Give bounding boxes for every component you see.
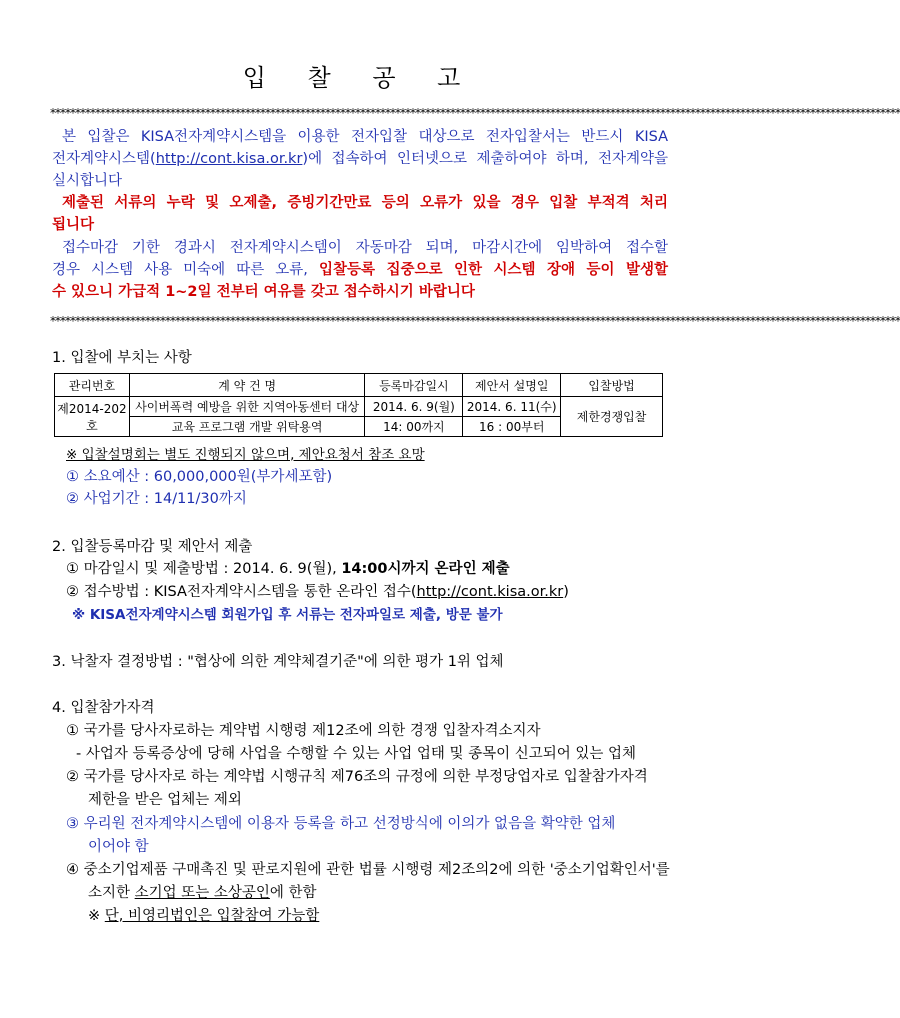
separator-bottom: ************************************************************************************************************************************************************************** bbox=[50, 314, 900, 328]
submission-note: ※ KISA전자계약시스템 회원가입 후 서류는 전자파일로 제출, 방문 불가 bbox=[72, 607, 503, 623]
qualification-1: ① 국가를 당사자로하는 계약법 시행령 제12조에 의한 경쟁 입찰자격소지자 bbox=[66, 723, 541, 739]
deadline-emphasis: 14:00시까지 온라인 제출 bbox=[341, 561, 510, 577]
table-header: 관리번호 bbox=[55, 374, 130, 397]
notice-line-2 bbox=[52, 148, 668, 170]
warning-line-2: 됩니다 bbox=[52, 217, 95, 233]
qualification-4-line-1: ④ 중소기업제품 구매촉진 및 판로지원에 관한 법률 시행령 제2조의2에 의한 '중소기업확인서'를 bbox=[66, 862, 670, 878]
table-header-row bbox=[55, 374, 663, 397]
qualification-1-sub: - 사업자 등록증상에 당해 사업을 수행할 수 있는 사업 업태 및 종목이 신고되어 있는 업체 bbox=[76, 746, 637, 762]
method-label: ② 접수방법 : KISA전자계약시스템을 통한 온라인 접수( bbox=[66, 584, 417, 600]
warning-line-1: 제출된 서류의 누락 및 오제출, 증빙기간만료 등의 오류가 있을 경우 입찰 부적격 처리 bbox=[62, 195, 668, 211]
deadline-time: 14: 00까지 bbox=[365, 417, 463, 437]
bid-table bbox=[54, 373, 663, 437]
section-3-heading: 3. 낙찰자 결정방법 : "협상에 의한 계약체결기준"에 의한 평가 1위 업체 bbox=[52, 654, 504, 670]
deadline-line-2 bbox=[52, 259, 668, 281]
table-header: 등록마감일시 bbox=[365, 374, 463, 397]
note-text: 단, 비영리법인은 입찰참여 가능함 bbox=[104, 908, 320, 924]
qualification-2-line-1: ② 국가를 당사자로 하는 계약법 시행규칙 제76조의 규정에 의한 부정당업자로 입찰참가자격 bbox=[66, 769, 648, 785]
qualification-2-line-2: 제한을 받은 업체는 제외 bbox=[88, 792, 242, 808]
budget-item: ① 소요예산 : 60,000,000원(부가세포함) bbox=[66, 469, 333, 485]
note-mark: ※ bbox=[88, 908, 105, 924]
notice-line-3: 실시합니다 bbox=[52, 173, 123, 189]
notice-text: 전자계약시스템( bbox=[52, 151, 156, 167]
contract-system-link[interactable]: http://cont.kisa.or.kr bbox=[155, 151, 303, 167]
qualification-text: 에 한함 bbox=[269, 885, 317, 901]
qualification-text: 소지한 bbox=[88, 885, 135, 901]
deadline-warning: 입찰등록 집중으로 인한 시스템 장애 등이 발생할 bbox=[318, 262, 668, 278]
bid-method: 제한경쟁입찰 bbox=[561, 397, 663, 437]
deadline-text: 경우 시스템 사용 미숙에 따른 오류, bbox=[52, 262, 319, 278]
briefing-date: 2014. 6. 11(수) bbox=[463, 397, 561, 417]
table-row bbox=[55, 397, 663, 417]
submission-deadline bbox=[66, 559, 510, 579]
section-2-heading: 2. 입찰등록마감 및 제안서 제출 bbox=[52, 539, 253, 555]
management-number: 제2014-202호 bbox=[55, 397, 130, 437]
table-header: 제안서 설명일 bbox=[463, 374, 561, 397]
briefing-note: ※ 입찰설명회는 별도 진행되지 않으며, 제안요청서 참조 요망 bbox=[66, 447, 425, 463]
notice-text: )에 접속하여 인터넷으로 제출하여야 하며, 전자계약을 bbox=[302, 151, 668, 167]
nonprofit-note bbox=[88, 906, 319, 926]
deadline-label: ① 마감일시 및 제출방법 : 2014. 6. 9(월), bbox=[66, 561, 342, 577]
separator-top: ************************************************************************************************************************************************************************** bbox=[50, 106, 900, 120]
period-item: ② 사업기간 : 14/11/30까지 bbox=[66, 491, 247, 507]
method-label: ) bbox=[563, 584, 569, 600]
table-header: 계 약 건 명 bbox=[129, 374, 365, 397]
contract-name-line-2: 교육 프로그램 개발 위탁용역 bbox=[129, 417, 365, 437]
deadline-date: 2014. 6. 9(월) bbox=[365, 397, 463, 417]
qualification-emphasis: 소기업 또는 소상공인 bbox=[134, 885, 270, 901]
qualification-3-line-1: ③ 우리원 전자계약시스템에 이용자 등록을 하고 선정방식에 이의가 없음을 확약한 업체 bbox=[66, 816, 616, 832]
section-4-heading: 4. 입찰참가자격 bbox=[52, 700, 155, 716]
contract-system-link[interactable]: http://cont.kisa.or.kr bbox=[416, 584, 564, 600]
submission-method bbox=[66, 582, 569, 602]
section-1-heading: 1. 입찰에 부치는 사항 bbox=[52, 350, 192, 366]
table-header: 입찰방법 bbox=[561, 374, 663, 397]
page-title: 입 찰 공 고 bbox=[242, 64, 478, 92]
qualification-4-line-2 bbox=[88, 883, 317, 903]
deadline-line-1: 접수마감 기한 경과시 전자계약시스템이 자동마감 되며, 마감시간에 임박하여 접수할 bbox=[62, 240, 668, 256]
contract-name-line-1: 사이버폭력 예방을 위한 지역아동센터 대상 bbox=[129, 397, 365, 417]
qualification-3-line-2: 이어야 함 bbox=[88, 839, 149, 855]
briefing-time: 16 : 00부터 bbox=[463, 417, 561, 437]
deadline-line-3: 수 있으니 가급적 1~2일 전부터 여유를 갖고 접수하시기 바랍니다 bbox=[52, 284, 475, 300]
notice-line-1: 본 입찰은 KISA전자계약시스템을 이용한 전자입찰 대상으로 전자입찰서는 반드시 KISA bbox=[62, 129, 668, 145]
